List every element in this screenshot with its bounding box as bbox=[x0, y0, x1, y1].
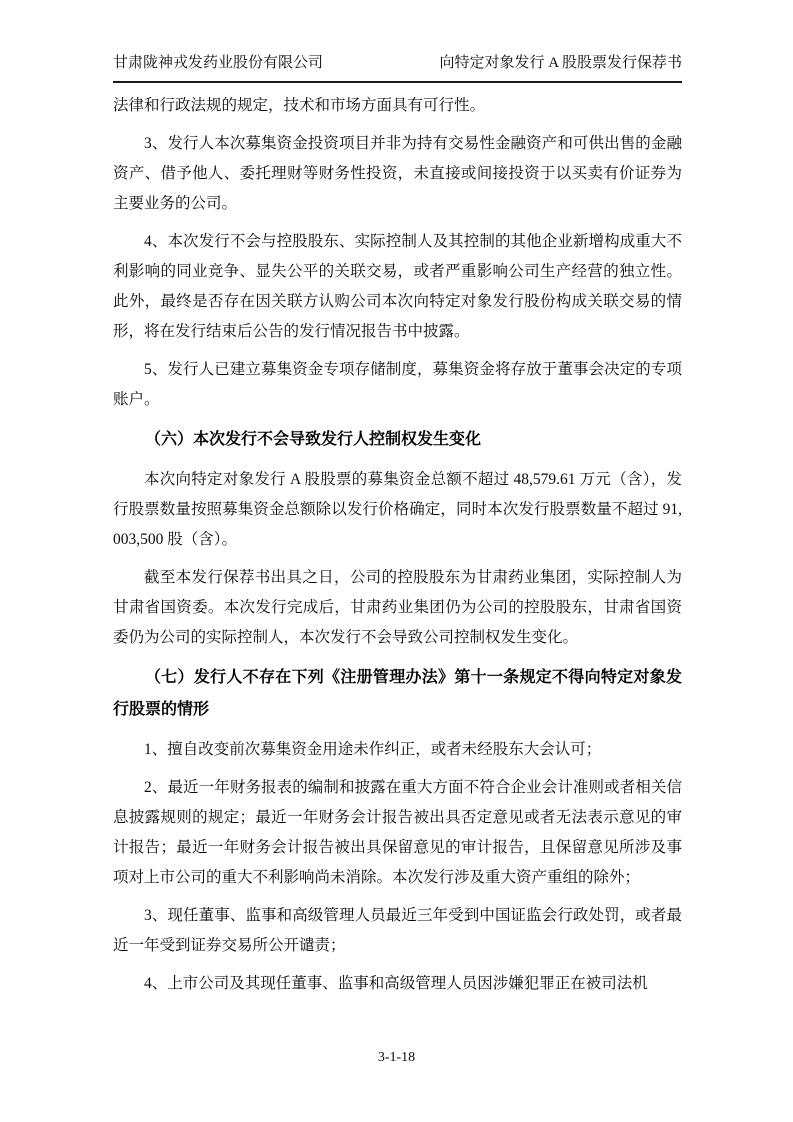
paragraph: 3、现任董事、监事和高级管理人员最近三年受到中国证监会行政处罚，或者最近一年受到证券交易所公开谴责； bbox=[113, 906, 682, 954]
paragraph: 5、发行人已建立募集资金专项存储制度，募集资金将存放于董事会决定的专项账户。 bbox=[113, 360, 682, 408]
paragraph: 2、最近一年财务报表的编制和披露在重大方面不符合企业会计准则或者相关信息披露规则的规定；最近一年财务会计报告被出具否定意见或者无法表示意见的审计报告；最近一年财务会计报告被出具保留意见的审计报告，且保留意见所涉及事项对上市公司的重大不利影响尚未消除。本次发行涉及重大资产重组的除外； bbox=[113, 778, 682, 886]
paragraph: 截至本发行保荐书出具之日，公司的控股股东为甘肃药业集团，实际控制人为甘肃省国资委。本次发行完成后，甘肃药业集团仍为公司的控股股东，甘肃省国资委仍为公司的实际控制人，本次发行不会导致公司控制权发生变化。 bbox=[113, 568, 682, 646]
header-company-name: 甘肃陇神戎发药业股份有限公司 bbox=[113, 55, 324, 71]
page-footer bbox=[0, 1050, 793, 1066]
paragraph: 4、本次发行不会与控股股东、实际控制人及其控制的其他企业新增构成重大不利影响的同业竞争、显失公平的关联交易，或者严重影响公司生产经营的独立性。此外，最终是否存在因关联方认购公司本次向特定对象发行股份构成关联交易的情形，将在发行结束后公告的发行情况报告书中披露。 bbox=[113, 232, 682, 340]
section-heading: （六）本次发行不会导致发行人控制权发生变化 bbox=[145, 430, 482, 448]
paragraph: 本次向特定对象发行 A 股股票的募集资金总额不超过 48,579.61 万元（含），发行股票数量按照募集资金总额除以发行价格确定，同时本次发行股票数量不超过 91,003,500 股（含）。 bbox=[113, 470, 682, 548]
running-header bbox=[113, 54, 682, 83]
paragraph: 1、擅自改变前次募集资金用途未作纠正，或者未经股东大会认可； bbox=[144, 740, 602, 758]
paragraph: 4、上市公司及其现任董事、监事和高级管理人员因涉嫌犯罪正在被司法机 bbox=[144, 974, 648, 992]
page-number: 3-1-18 bbox=[377, 1050, 416, 1065]
paragraph-continuation: 法律和行政法规的规定，技术和市场方面具有可行性。 bbox=[113, 96, 486, 114]
paragraph: 3、发行人本次募集资金投资项目并非为持有交易性金融资产和可供出售的金融资产、借予他人、委托理财等财务性投资，未直接或间接投资于以买卖有价证券为主要业务的公司。 bbox=[113, 134, 682, 212]
section-heading: （七）发行人不存在下列《注册管理办法》第十一条规定不得向特定对象发行股票的情形 bbox=[113, 668, 682, 718]
page-body bbox=[113, 91, 682, 999]
header-document-title: 向特定对象发行 A 股股票发行保荐书 bbox=[439, 55, 682, 71]
